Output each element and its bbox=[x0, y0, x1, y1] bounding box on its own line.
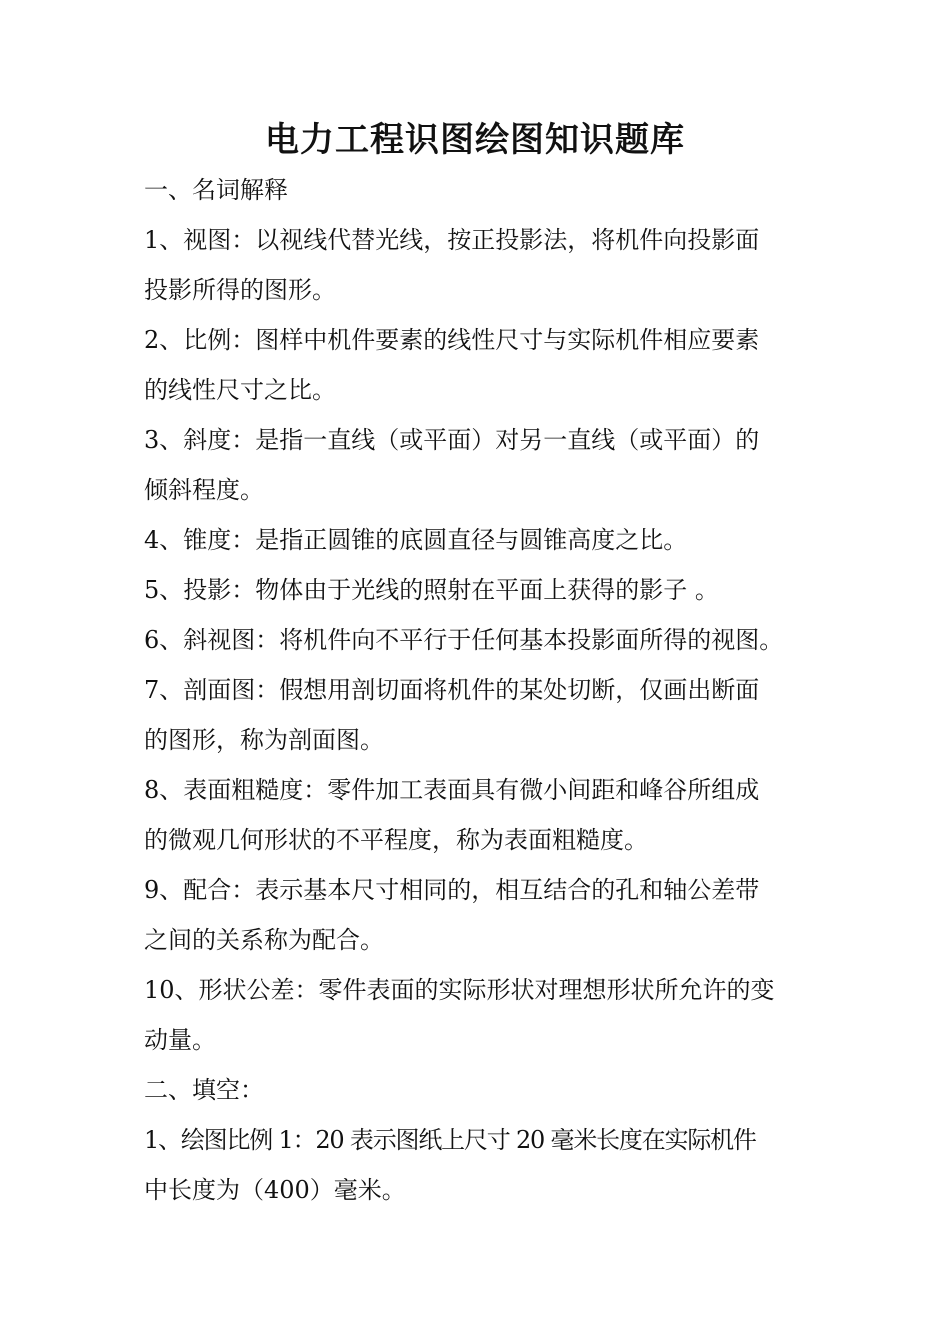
section-heading-definitions: 一、名词解释 bbox=[144, 176, 288, 204]
paragraph-line: 的图形，称为剖面图。 bbox=[144, 726, 384, 754]
paragraph-line: 9、配合：表示基本尺寸相同的，相互结合的孔和轴公差带 bbox=[144, 876, 760, 904]
paragraph-line: 倾斜程度。 bbox=[144, 476, 264, 504]
paragraph-line: 10、形状公差：零件表面的实际形状对理想形状所允许的变 bbox=[144, 976, 775, 1004]
document-title: 电力工程识图绘图知识题库 bbox=[265, 120, 685, 160]
section-heading-fill-in: 二、填空： bbox=[144, 1076, 264, 1104]
paragraph-line: 的线性尺寸之比。 bbox=[144, 376, 336, 404]
document-body bbox=[144, 165, 809, 1215]
paragraph-line: 6、斜视图：将机件向不平行于任何基本投影面所得的视图。 bbox=[144, 626, 784, 654]
paragraph-line: 5、投影：物体由于光线的照射在平面上获得的影子 。 bbox=[144, 576, 719, 604]
paragraph-line: 8、表面粗糙度：零件加工表面具有微小间距和峰谷所组成 bbox=[144, 776, 760, 804]
paragraph-line: 动量。 bbox=[144, 1026, 216, 1054]
paragraph-line: 中长度为（400）毫米。 bbox=[144, 1176, 406, 1204]
paragraph-line: 的微观几何形状的不平程度，称为表面粗糙度。 bbox=[144, 826, 648, 854]
paragraph-line: 1、绘图比例 1：20 表示图纸上尺寸 20 毫米长度在实际机件 bbox=[144, 1126, 756, 1154]
paragraph-line: 7、剖面图：假想用剖切面将机件的某处切断，仅画出断面 bbox=[144, 676, 760, 704]
paragraph-line: 4、锥度：是指正圆锥的底圆直径与圆锥高度之比。 bbox=[144, 526, 688, 554]
paragraph-line: 3、斜度：是指一直线（或平面）对另一直线（或平面）的 bbox=[144, 426, 760, 454]
paragraph-line: 投影所得的图形。 bbox=[144, 276, 336, 304]
paragraph-line: 1、视图：以视线代替光线，按正投影法，将机件向投影面 bbox=[144, 226, 760, 254]
paragraph-line: 之间的关系称为配合。 bbox=[144, 926, 384, 954]
paragraph-line: 2、比例：图样中机件要素的线性尺寸与实际机件相应要素 bbox=[144, 326, 760, 354]
